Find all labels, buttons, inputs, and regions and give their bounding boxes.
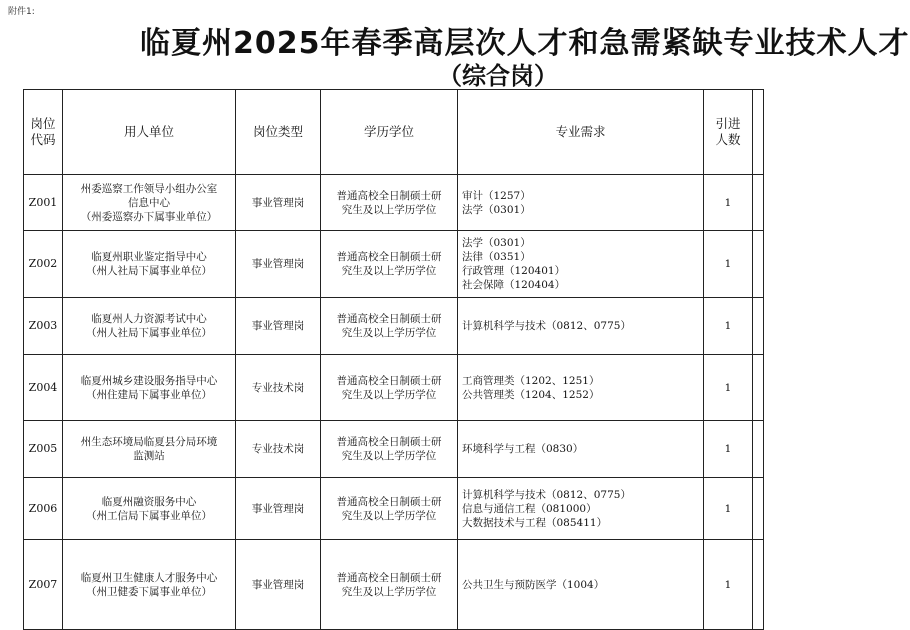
employer-cell: [63, 478, 236, 540]
employer-cell: [63, 421, 236, 478]
employer-line: （州住建局下属事业单位）: [86, 388, 212, 401]
education-line: 普通高校全日制硕士研: [336, 251, 442, 263]
position-type: 专业技术岗: [236, 421, 321, 478]
major-line: 大数据技术与工程（085411）: [462, 516, 608, 529]
hire-count: 1: [704, 175, 753, 231]
employer-line: （州人社局下属事业单位）: [86, 265, 212, 277]
major-line: 计算机科学与技术（0812、0775）: [462, 320, 631, 332]
hire-count: 1: [704, 231, 753, 298]
position-type: 事业管理岗: [236, 298, 321, 355]
employer-line: （州工信局下属事业单位）: [86, 509, 212, 522]
major-cell: [458, 298, 704, 355]
table-row: [24, 355, 764, 421]
hire-count: 1: [704, 421, 753, 478]
table-row: [24, 540, 764, 630]
major-line: 行政管理（120401）: [462, 265, 566, 277]
education-cell: [321, 298, 458, 355]
cutoff-cell: [753, 355, 764, 421]
education-cell: [321, 175, 458, 231]
header-count-line: 人数: [715, 132, 741, 147]
education-line: 普通高校全日制硕士研: [336, 436, 442, 448]
major-line: 工商管理类（1202、1251）: [462, 374, 600, 387]
employer-line: 州委巡察工作领导小组办公室: [80, 182, 218, 195]
hire-count: 1: [704, 540, 753, 630]
education-line: 普通高校全日制硕士研: [336, 374, 442, 387]
major-line: 公共管理类（1204、1252）: [462, 388, 600, 401]
major-cell: [458, 355, 704, 421]
employer-line: （州委巡察办下属事业单位）: [80, 210, 218, 223]
header-count: [704, 90, 753, 175]
table-row: [24, 298, 764, 355]
position-code: Z004: [24, 355, 63, 421]
position-code: Z006: [24, 478, 63, 540]
education-line: 究生及以上学历学位: [341, 265, 437, 277]
major-cell: [458, 540, 704, 630]
attachment-label: 附件1:: [8, 7, 35, 17]
education-line: 普通高校全日制硕士研: [336, 571, 442, 584]
employer-line: （州人社局下属事业单位）: [86, 327, 212, 339]
major-line: 审计（1257）: [462, 189, 531, 202]
header-position-type: 岗位类型: [236, 90, 321, 175]
header-cutoff: [753, 90, 764, 175]
table-row: [24, 175, 764, 231]
position-type: 事业管理岗: [236, 231, 321, 298]
major-line: 法学（0301）: [462, 203, 531, 216]
education-line: 究生及以上学历学位: [341, 509, 437, 522]
table-row: [24, 231, 764, 298]
education-line: 普通高校全日制硕士研: [336, 313, 442, 325]
table-row: [24, 421, 764, 478]
header-code-line: 代码: [30, 132, 56, 147]
cutoff-cell: [753, 231, 764, 298]
employer-line: 州生态环境局临夏县分局环境: [80, 436, 218, 448]
position-code: Z002: [24, 231, 63, 298]
education-line: 普通高校全日制硕士研: [336, 189, 442, 202]
header-major: 专业需求: [458, 90, 704, 175]
position-type: 事业管理岗: [236, 540, 321, 630]
employer-cell: [63, 231, 236, 298]
employer-cell: [63, 298, 236, 355]
header-education: 学历学位: [321, 90, 458, 175]
employer-line: 信息中心: [128, 196, 170, 209]
employer-line: 临夏州职业鉴定指导中心: [91, 251, 207, 263]
major-line: 计算机科学与技术（0812、0775）: [462, 488, 631, 501]
table-row: [24, 478, 764, 540]
hire-count: 1: [704, 478, 753, 540]
table-header-row: [24, 90, 764, 175]
position-code: Z005: [24, 421, 63, 478]
header-position-code: [24, 90, 63, 175]
employer-cell: [63, 175, 236, 231]
cutoff-cell: [753, 540, 764, 630]
employer-line: （州卫健委下属事业单位）: [86, 585, 212, 598]
education-line: 普通高校全日制硕士研: [336, 495, 442, 508]
major-line: 法学（0301）: [462, 237, 531, 249]
education-cell: [321, 421, 458, 478]
cutoff-cell: [753, 421, 764, 478]
position-code: Z001: [24, 175, 63, 231]
employer-line: 监测站: [133, 450, 165, 462]
document-subtitle: （综合岗）: [438, 62, 558, 90]
employer-line: 临夏州融资服务中心: [101, 495, 197, 508]
major-line: 公共卫生与预防医学（1004）: [462, 578, 605, 591]
position-type: 事业管理岗: [236, 478, 321, 540]
education-line: 究生及以上学历学位: [341, 388, 437, 401]
major-line: 社会保障（120404）: [462, 279, 566, 291]
education-cell: [321, 540, 458, 630]
header-employer: 用人单位: [63, 90, 236, 175]
education-cell: [321, 355, 458, 421]
major-cell: [458, 421, 704, 478]
employer-line: 临夏州人力资源考试中心: [91, 313, 207, 325]
position-code: Z003: [24, 298, 63, 355]
education-cell: [321, 478, 458, 540]
major-cell: [458, 478, 704, 540]
major-cell: [458, 175, 704, 231]
position-type: 事业管理岗: [236, 175, 321, 231]
education-line: 究生及以上学历学位: [341, 585, 437, 598]
education-line: 究生及以上学历学位: [341, 450, 437, 462]
positions-table: [23, 89, 764, 630]
hire-count: 1: [704, 298, 753, 355]
major-line: 环境科学与工程（0830）: [462, 443, 584, 455]
header-code-line: 岗位: [30, 116, 56, 131]
major-cell: [458, 231, 704, 298]
major-line: 信息与通信工程（081000）: [462, 502, 597, 515]
cutoff-cell: [753, 175, 764, 231]
education-line: 究生及以上学历学位: [341, 203, 437, 216]
hire-count: 1: [704, 355, 753, 421]
employer-line: 临夏州城乡建设服务指导中心: [80, 374, 218, 387]
position-code: Z007: [24, 540, 63, 630]
cutoff-cell: [753, 298, 764, 355]
employer-cell: [63, 540, 236, 630]
header-count-line: 引进: [715, 116, 741, 131]
employer-line: 临夏州卫生健康人才服务中心: [80, 571, 218, 584]
document-title: 临夏州2025年春季高层次人才和急需紧缺专业技术人才: [140, 26, 910, 61]
education-cell: [321, 231, 458, 298]
position-type: 专业技术岗: [236, 355, 321, 421]
major-line: 法律（0351）: [462, 251, 531, 263]
education-line: 究生及以上学历学位: [341, 327, 437, 339]
cutoff-cell: [753, 478, 764, 540]
employer-cell: [63, 355, 236, 421]
